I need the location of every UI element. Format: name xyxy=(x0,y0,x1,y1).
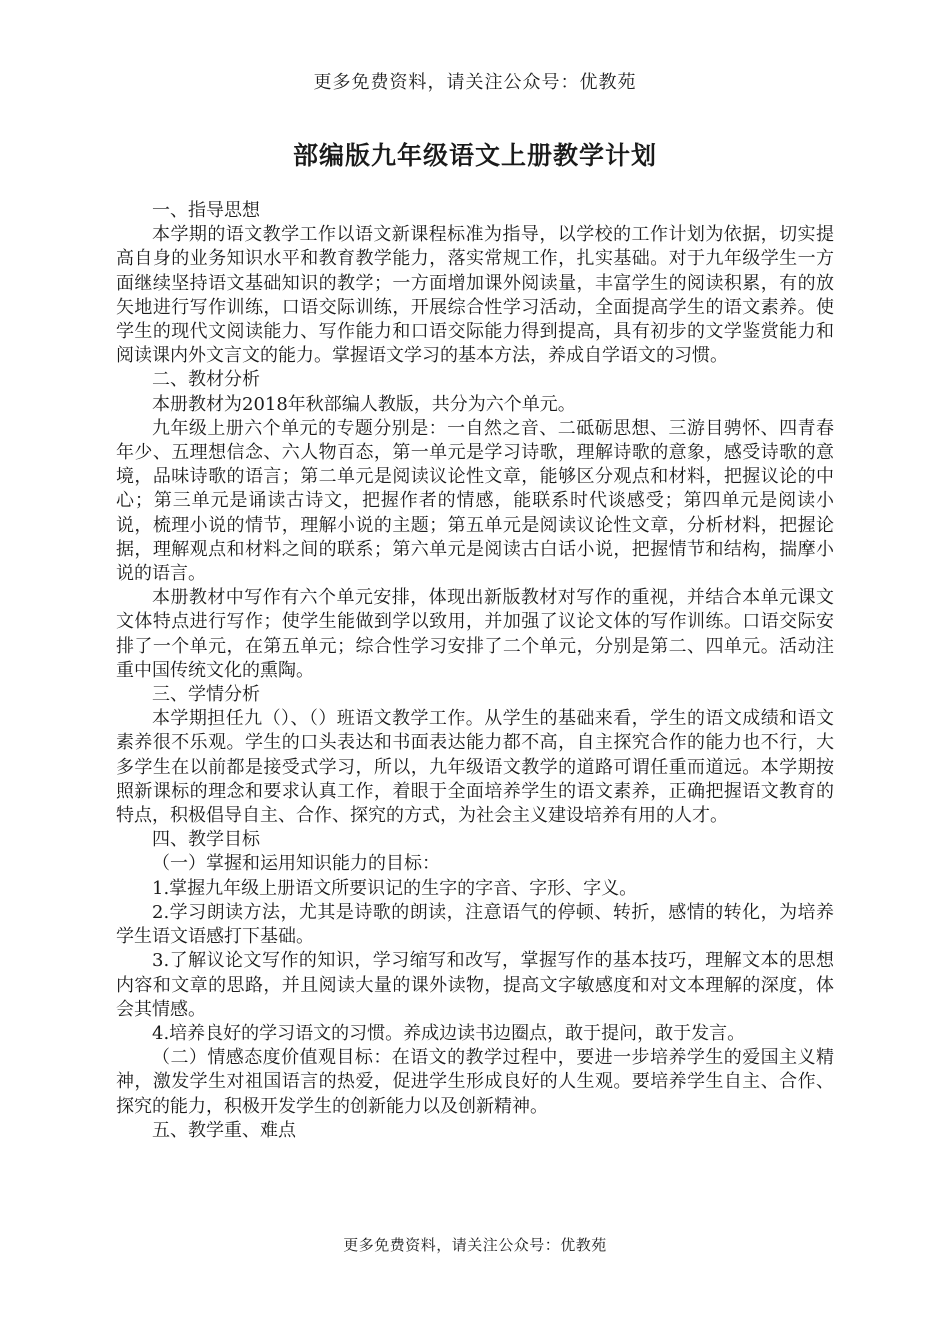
header-note: 更多免费资料，请关注公众号：优教苑 xyxy=(313,72,637,93)
document-title: 部编版九年级语文上册教学计划 xyxy=(292,141,657,170)
section-heading: 二、教材分析 xyxy=(152,369,260,391)
body-paragraph: （二）情感态度价值观目标：在语文的教学过程中，要进一步培养学生的爱国主义精神，激发学生对祖国语言的热爱，促进学生形成良好的人生观。要培养学生自主、合作、探究的能力，积极开发学生的创新能力以及创新精神。 xyxy=(116,1047,834,1117)
body-paragraph: 本学期担任九（）、（）班语文教学工作。从学生的基础来看，学生的语文成绩和语文素养很不乐观。学生的口头表达和书面表达能力都不高，自主探究合作的能力也不行，大多学生在以前都是接受式学习，所以，九年级语文教学的道路可谓任重而道远。本学期按照新课标的理念和要求认真工作，着眼于全面培养学生的语文素养，正确把握语文教育的特点，积极倡导自主、合作、探究的方式，为社会主义建设培养有用的人才。 xyxy=(116,708,834,827)
body-paragraph: 九年级上册六个单元的专题分别是：一自然之音、二砥砺思想、三游目骋怀、四青春年少、五理想信念、六人物百态，第一单元是学习诗歌，理解诗歌的意象，感受诗歌的意境，品味诗歌的语言；第二单元是阅读议论性文章，能够区分观点和材料，把握议论的中心；第三单元是诵读古诗文，把握作者的情感，能联系时代谈感受；第四单元是阅读小说，梳理小说的情节，理解小说的主题；第五单元是阅读议论性文章，分析材料，把握论据，理解观点和材料之间的联系；第六单元是阅读古白话小说，把握情节和结构，揣摩小说的语言。 xyxy=(116,417,834,585)
section-heading: 五、教学重、难点 xyxy=(152,1119,296,1141)
section-heading: 一、指导思想 xyxy=(152,200,260,221)
list-item: 1.掌握九年级上册语文所要识记的生字的字音、字形、字义。 xyxy=(152,877,638,899)
document-body xyxy=(116,199,834,1143)
list-item: 4.培养良好的学习语文的习惯。养成边读书边圈点，敢于提问，敢于发言。 xyxy=(152,1022,746,1044)
section-heading: 四、教学目标 xyxy=(152,829,260,851)
footer-note: 更多免费资料，请关注公众号：优教苑 xyxy=(343,1236,607,1254)
body-paragraph: 本册教材为2018年秋部编人教版，共分为六个单元。 xyxy=(152,393,576,415)
body-paragraph: 本学期的语文教学工作以语文新课程标准为指导，以学校的工作计划为依据，切实提高自身的业务知识水平和教育教学能力，落实常规工作，扎实基础。对于九年级学生一方面继续坚持语文基础知识的教学；一方面增加课外阅读量，丰富学生的阅读积累，有的放矢地进行写作训练，口语交际训练，开展综合性学习活动，全面提高学生的语文素养。使学生的现代文阅读能力、写作能力和口语交际能力得到提高，具有初步的文学鉴赏能力和阅读课内外文言文的能力。掌握语文学习的基本方法，养成自学语文的习惯。 xyxy=(116,224,834,367)
sub-heading: （一）掌握和运用知识能力的目标： xyxy=(152,853,440,875)
list-item: 3.了解议论文写作的知识，学习缩写和改写，掌握写作的基本技巧，理解文本的思想内容和文章的思路，并且阅读大量的课外读物，提高文字敏感度和对文本理解的深度，体会其情感。 xyxy=(116,950,834,1020)
section-heading: 三、学情分析 xyxy=(152,684,260,706)
body-paragraph: 本册教材中写作有六个单元安排，体现出新版教材对写作的重视，并结合本单元课文文体特点进行写作；使学生能做到学以致用，并加强了议论文体的写作训练。口语交际安排了一个单元，在第五单元；综合性学习安排了二个单元，分别是第二、四单元。活动注重中国传统文化的熏陶。 xyxy=(116,587,834,681)
list-item: 2.学习朗读方法，尤其是诗歌的朗读，注意语气的停顿、转折，感情的转化，为培养学生语文语感打下基础。 xyxy=(116,901,834,948)
